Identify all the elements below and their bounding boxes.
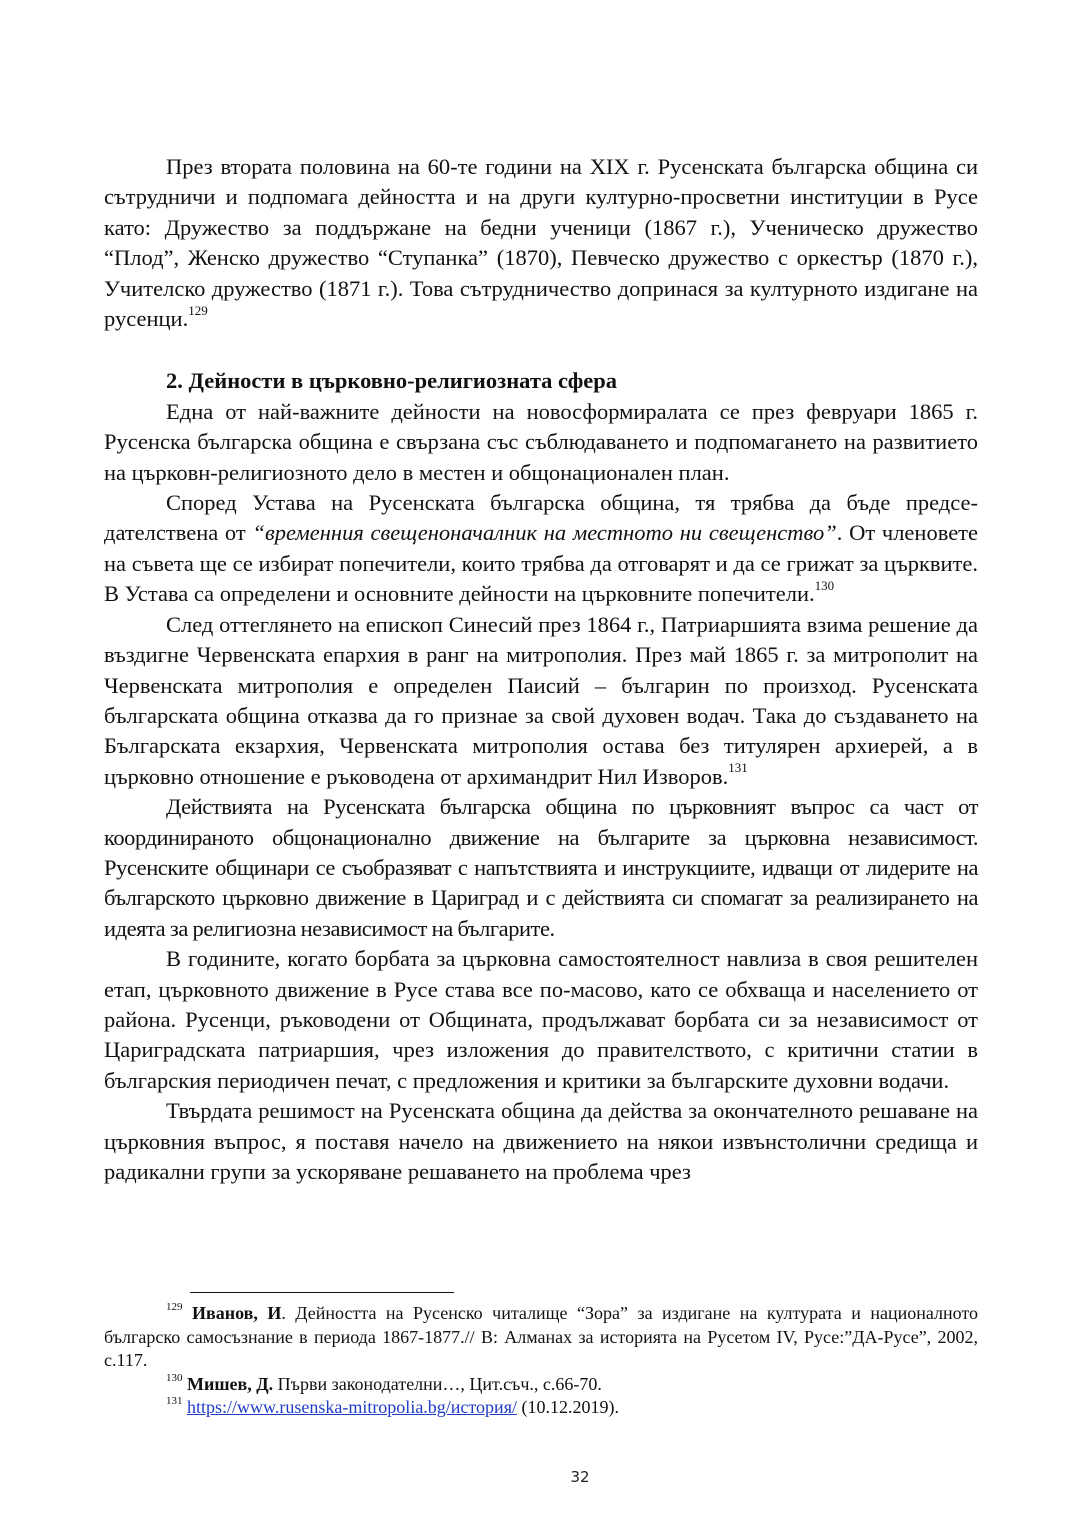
- footnote-131: [104, 1396, 978, 1420]
- paragraph-2: Една от най-важните дейности на новосформиралата се през февруари 1865 г. Русенска българска община е свързана със съблюдаването и подпомагането на развитието на църковн-религиозното дело в местен и общонационален план.: [104, 398, 978, 485]
- paragraph-3-text-end: . От членовете на съвета ще се избират попечители, които трябва да отговарят и да се грижат за църквите. В Устава са определени и основните дейности на църковните попечители.: [104, 520, 979, 607]
- paragraph-3-text-start: Според Устава на Русенската българска община, тя трябва да бъде председателствена от: [104, 490, 978, 546]
- footnote-separator: [190, 1292, 454, 1293]
- paragraph-3: [104, 488, 978, 610]
- paragraph-6: В годините, когато борбата за църковна самостоятелност навлиза в своя решителен етап, църковното движение в Русе става все по-масово, като се обхваща и населението от района. Русенци, ръководени от Общината, продължават борбата си за независимост от Цариградската патриаршия, чрез изложения до правителството, с критични статии в българския периодичен печат, с предложения и критики за българските духовни водачи.: [104, 946, 978, 1093]
- footnote-text: . Дейността на Русенско читалище “Зора” за издигане на културата и националното българско самосъзнание в периода 1867-1877.// В: Алманах за историята на Русетом IV, Русе:”ДА-Русе”, 2002, с.117.: [104, 1303, 978, 1371]
- footnote-ref-129[interactable]: 129: [188, 302, 208, 318]
- main-text: [104, 152, 978, 1187]
- section-heading: 2. Дейности в църковно-религиозната сфера: [166, 368, 618, 394]
- statute-quote: “временния свещеноначалник на местното ни свещенство”: [252, 520, 837, 546]
- paragraph-4-text: След оттеглянето на епископ Синесий през 1864 г., Патриаршията взима решение да въздигне Червенската епархия в ранг на митрополия. През май 1865 г. за митрополит на Червенската митрополия е определен Паисий – българин по произход. Русенската българската община отказва да го признае за свой духовен водач. Така до създаването на Българската екзархия, Червенската митрополия остава без титулярен архиерей, а в църковно отношение е ръководена от архимандрит Нил Изворов.: [104, 611, 978, 789]
- footnote-number: 129: [166, 1301, 183, 1313]
- footnote-ref-130[interactable]: 130: [814, 577, 835, 593]
- paragraph-1-text: През втората половина на 60-те години на XIX г. Русенската българска община си сътрудничи и подпомага дейността и на други културно-просветни институции в Русе като: Дружество за поддържане на бедни ученици (1867 г.), Ученическо дружество “Плод”, Женско дружество “Ступанка” (1870), Певческо дружество с оркестър (1870 г.), Учителско дружество (1871 г.). Това сътрудничество допринася за културното издигане на русенци.: [104, 154, 978, 332]
- footnote-129: [104, 1302, 978, 1373]
- footnote-link[interactable]: https://www.rusenska-mitropolia.bg/история/: [187, 1397, 517, 1418]
- paragraph-5: Действията на Русенската българска община по църковният въпрос са част от координираното общонационално движение на българите за църковна независимост. Русенските общинари се съобразяват с напътствията и инструкциите, идващи от лидерите на българското църковно движение в Цариград и с действията си спомагат за реализирането на идеята за религиозна независимост на българите.: [104, 794, 978, 941]
- paragraph-4: [104, 610, 978, 792]
- footnotes: [104, 1302, 978, 1420]
- footnote-author: Мишев, Д.: [187, 1373, 274, 1394]
- footnote-ref-131[interactable]: 131: [728, 760, 748, 776]
- page-number: 32: [570, 1468, 590, 1486]
- footnote-number: 131: [166, 1395, 183, 1408]
- footnote-number: 130: [166, 1371, 183, 1384]
- footnote-130: [104, 1373, 978, 1397]
- paragraph-1: [104, 152, 978, 334]
- footnote-author: Иванов, И: [191, 1303, 282, 1323]
- paragraph-7: Твърдата решимост на Русенската община да действа за окончателното решаване на църковния въпрос, я поставя начело на движението на някои извънстолични средища и радикални групи за ускоряване решаването на проблема чрез: [104, 1098, 978, 1184]
- footnote-text: Първи законодателни…, Цит.съч., с.66-70.: [273, 1373, 602, 1394]
- footnote-text: (10.12.2019).: [516, 1397, 619, 1418]
